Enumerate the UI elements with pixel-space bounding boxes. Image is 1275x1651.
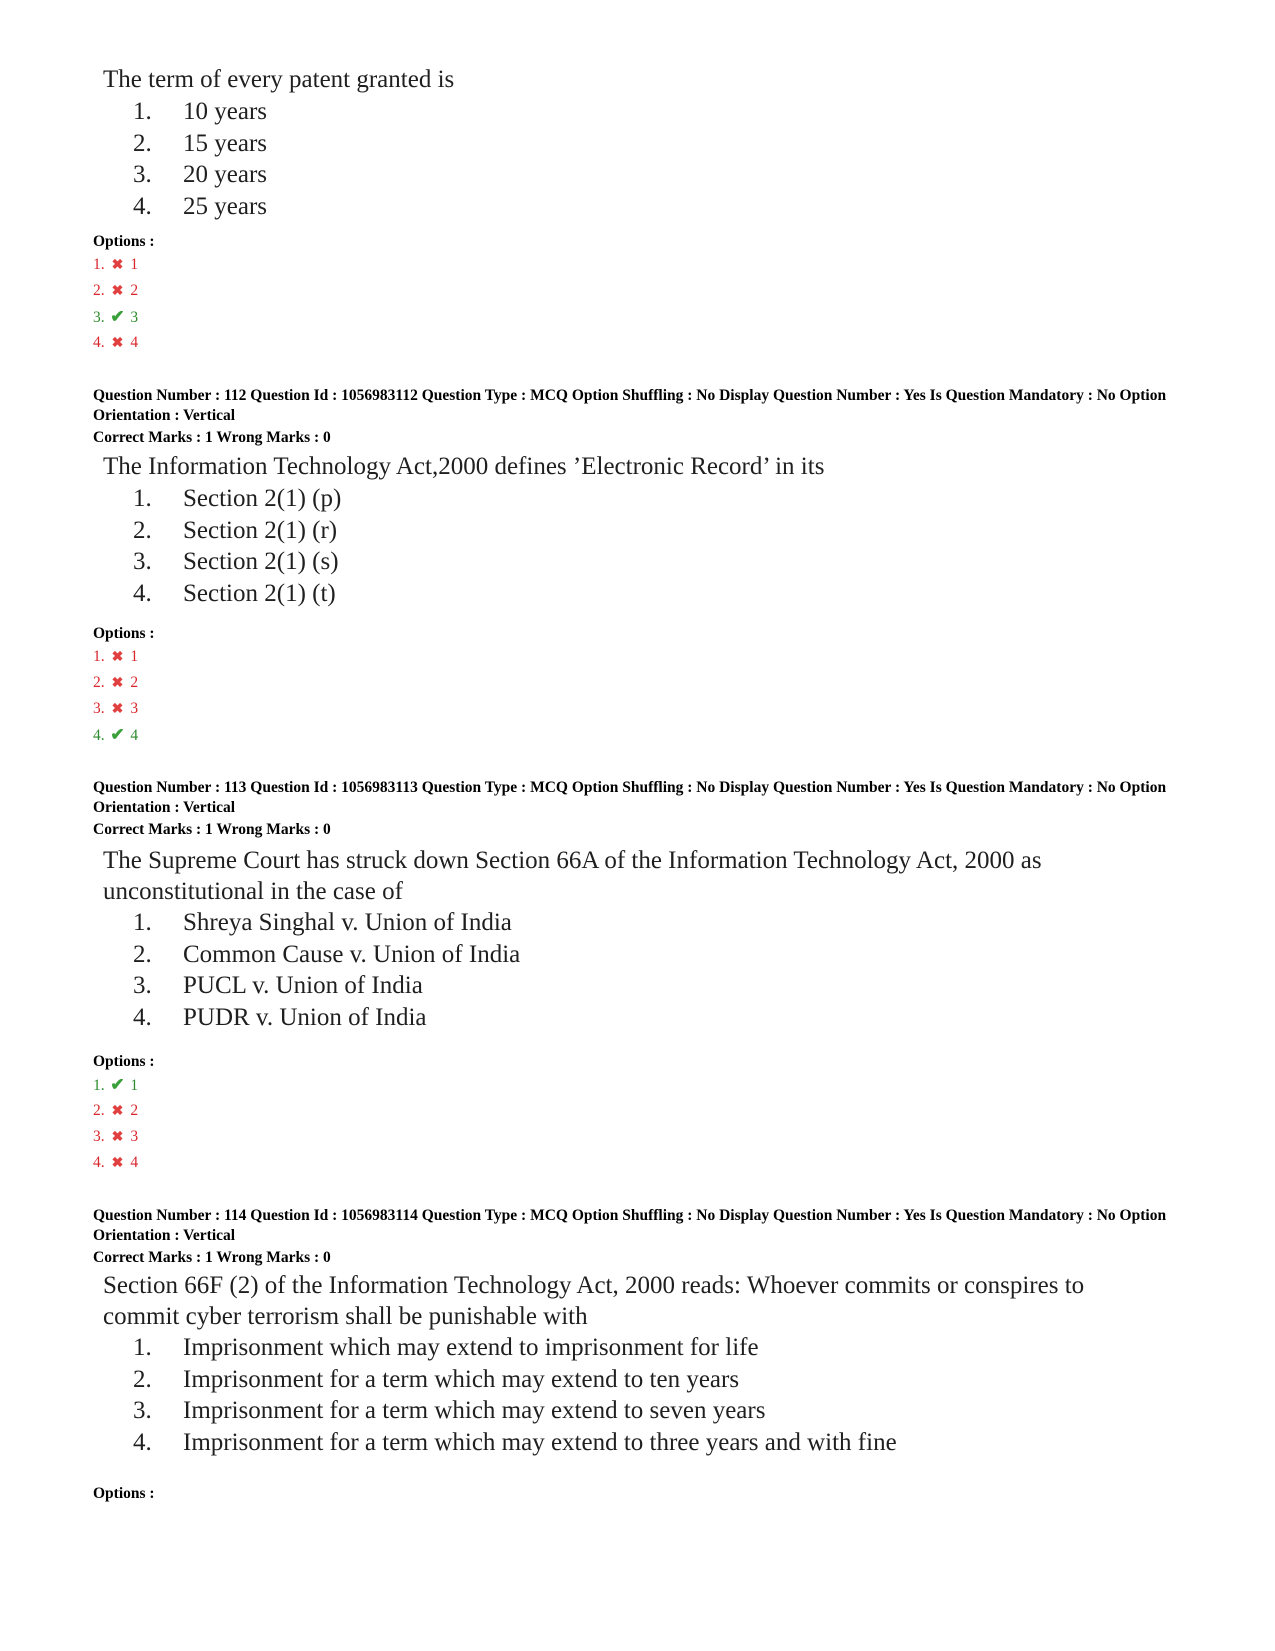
option-number: 4. xyxy=(93,1154,105,1171)
option-item xyxy=(93,1072,138,1098)
question-marks: Correct Marks : 1 Wrong Marks : 0 xyxy=(93,429,331,446)
choice-item xyxy=(133,1427,897,1459)
options-heading: Options : xyxy=(93,1485,155,1502)
choice-text: Imprisonment which may extend to imprisonment for life xyxy=(183,1334,759,1361)
cross-icon: ✖ xyxy=(111,1104,124,1119)
choice-text: 20 years xyxy=(183,161,267,188)
option-number: 3. xyxy=(93,1128,105,1145)
question-meta: Question Number : 113 Question Id : 1056983113 Question Type : MCQ Option Shuffling : No Display Question Number : Yes Is Question Mandatory : No Option Orientation : Vertical xyxy=(93,779,1167,816)
choice-number: 1. xyxy=(133,98,152,125)
option-item xyxy=(93,670,138,696)
question-choices xyxy=(133,1332,897,1458)
options-heading: Options : xyxy=(93,233,155,250)
choice-text: Shreya Singhal v. Union of India xyxy=(183,909,512,936)
cross-icon: ✖ xyxy=(111,676,124,691)
cross-icon: ✖ xyxy=(111,258,124,273)
option-value: 2 xyxy=(130,282,139,299)
choice-text: Imprisonment for a term which may extend to three years and with fine xyxy=(183,1428,897,1456)
option-item xyxy=(93,1124,138,1150)
cross-icon: ✖ xyxy=(111,336,124,351)
choice-number: 2. xyxy=(133,1365,152,1393)
check-icon: ✔ xyxy=(110,307,125,326)
choice-text: PUCL v. Union of India xyxy=(183,972,423,999)
choice-number: 2. xyxy=(133,129,152,157)
choice-text: PUDR v. Union of India xyxy=(183,1003,427,1031)
option-number: 1. xyxy=(93,648,105,665)
option-item xyxy=(93,722,138,748)
option-value: 3 xyxy=(130,309,139,326)
choice-item xyxy=(133,191,267,223)
question-choices xyxy=(133,96,267,222)
choice-number: 1. xyxy=(133,909,152,936)
choice-number: 3. xyxy=(133,1397,152,1424)
choice-item xyxy=(133,907,520,939)
question-marks: Correct Marks : 1 Wrong Marks : 0 xyxy=(93,821,331,838)
choice-item xyxy=(133,970,520,1002)
choice-text: Imprisonment for a term which may extend to seven years xyxy=(183,1397,766,1424)
choice-item xyxy=(133,1002,520,1034)
option-item xyxy=(93,696,138,722)
option-value: 1 xyxy=(130,256,139,273)
choice-text: Section 2(1) (t) xyxy=(183,579,336,607)
choice-number: 2. xyxy=(133,940,152,968)
question-meta: Question Number : 114 Question Id : 1056983114 Question Type : MCQ Option Shuffling : No Display Question Number : Yes Is Question Mandatory : No Option Orientation : Vertical xyxy=(93,1207,1167,1244)
option-number: 2. xyxy=(93,674,105,691)
choice-text: Section 2(1) (s) xyxy=(183,548,339,575)
choice-number: 4. xyxy=(133,192,152,220)
option-value: 4 xyxy=(130,1154,139,1171)
question-text: The Supreme Court has struck down Section 66A of the Information Technology Act, 2000 as unconstitutional in the case of xyxy=(103,847,1042,905)
choice-item xyxy=(133,939,520,971)
cross-icon: ✖ xyxy=(111,284,124,299)
options-list xyxy=(93,1072,138,1176)
option-number: 2. xyxy=(93,282,105,299)
options-heading: Options : xyxy=(93,625,155,642)
question-text: The term of every patent granted is xyxy=(103,66,455,93)
choice-number: 2. xyxy=(133,516,152,544)
choice-text: 15 years xyxy=(183,129,267,157)
choice-item xyxy=(133,1395,897,1427)
option-number: 1. xyxy=(93,256,105,273)
question-choices xyxy=(133,907,520,1033)
option-number: 3. xyxy=(93,700,105,717)
cross-icon: ✖ xyxy=(111,702,124,717)
choice-number: 3. xyxy=(133,548,152,575)
choice-item xyxy=(133,578,341,610)
choice-text: Section 2(1) (p) xyxy=(183,485,342,512)
option-item xyxy=(93,252,138,278)
choice-number: 4. xyxy=(133,579,152,607)
choice-text: Imprisonment for a term which may extend to ten years xyxy=(183,1365,740,1393)
option-value: 4 xyxy=(130,334,139,351)
choice-number: 1. xyxy=(133,485,152,512)
choice-text: Section 2(1) (r) xyxy=(183,516,338,544)
option-number: 2. xyxy=(93,1102,105,1119)
question-marks: Correct Marks : 1 Wrong Marks : 0 xyxy=(93,1249,331,1266)
option-item xyxy=(93,304,138,330)
choice-number: 3. xyxy=(133,161,152,188)
choice-number: 3. xyxy=(133,972,152,999)
choice-item xyxy=(133,1332,897,1364)
choice-item xyxy=(133,1364,897,1396)
option-number: 1. xyxy=(93,1077,105,1094)
option-item xyxy=(93,278,138,304)
choice-item xyxy=(133,159,267,191)
choice-number: 4. xyxy=(133,1003,152,1031)
question-text: Section 66F (2) of the Information Technology Act, 2000 reads: Whoever commits or conspires to commit cyber terrorism shall be punishable with xyxy=(103,1272,1085,1330)
option-value: 1 xyxy=(130,1077,139,1094)
option-value: 4 xyxy=(130,727,139,744)
option-value: 2 xyxy=(130,674,139,691)
option-number: 4. xyxy=(93,727,105,744)
check-icon: ✔ xyxy=(110,725,125,744)
option-item xyxy=(93,1098,138,1124)
option-item xyxy=(93,644,138,670)
choice-item xyxy=(133,96,267,128)
choice-text: 10 years xyxy=(183,98,267,125)
choice-number: 1. xyxy=(133,1334,152,1361)
option-number: 4. xyxy=(93,334,105,351)
options-list xyxy=(93,252,138,356)
option-item xyxy=(93,330,138,356)
option-number: 3. xyxy=(93,309,105,326)
options-list xyxy=(93,644,138,748)
choice-item xyxy=(133,483,341,515)
choice-number: 4. xyxy=(133,1428,152,1456)
choice-text: Common Cause v. Union of India xyxy=(183,940,521,968)
cross-icon: ✖ xyxy=(111,650,124,665)
option-value: 3 xyxy=(130,700,139,717)
choice-item xyxy=(133,546,341,578)
question-text: The Information Technology Act,2000 defines ’Electronic Record’ in its xyxy=(103,453,825,480)
question-choices xyxy=(133,483,341,609)
cross-icon: ✖ xyxy=(111,1130,124,1145)
check-icon: ✔ xyxy=(110,1075,125,1094)
choice-item xyxy=(133,515,341,547)
options-heading: Options : xyxy=(93,1053,155,1070)
option-item xyxy=(93,1150,138,1176)
choice-item xyxy=(133,128,267,160)
option-value: 1 xyxy=(130,648,139,665)
choice-text: 25 years xyxy=(183,192,267,220)
cross-icon: ✖ xyxy=(111,1156,124,1171)
option-value: 2 xyxy=(130,1102,139,1119)
option-value: 3 xyxy=(130,1128,139,1145)
question-meta: Question Number : 112 Question Id : 1056983112 Question Type : MCQ Option Shuffling : No Display Question Number : Yes Is Question Mandatory : No Option Orientation : Vertical xyxy=(93,387,1167,424)
